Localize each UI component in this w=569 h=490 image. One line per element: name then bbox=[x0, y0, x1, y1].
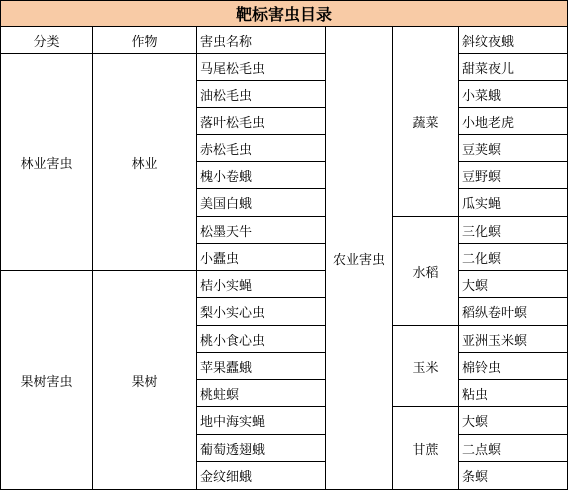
pest-name: 小菜蛾 bbox=[459, 81, 568, 108]
header-pest-name: 害虫名称 bbox=[197, 27, 326, 54]
crop-rice: 水稻 bbox=[393, 217, 459, 326]
pest-name: 二点螟 bbox=[459, 435, 568, 462]
pest-name: 地中海实蝇 bbox=[197, 407, 326, 435]
pest-name: 粘虫 bbox=[459, 380, 568, 407]
pest-name: 小蠹虫 bbox=[197, 244, 326, 271]
crop-sugarcane: 甘蔗 bbox=[393, 407, 459, 490]
crop-forestry: 林业 bbox=[93, 54, 197, 271]
pest-name: 瓜实蝇 bbox=[459, 189, 568, 217]
pest-name: 马尾松毛虫 bbox=[197, 54, 326, 81]
crop-vegetables: 蔬菜 bbox=[393, 27, 459, 217]
pest-name: 斜纹夜蛾 bbox=[459, 27, 568, 54]
pest-name: 桔小实蝇 bbox=[197, 271, 326, 298]
pest-name: 亚洲玉米螟 bbox=[459, 326, 568, 353]
crop-corn: 玉米 bbox=[393, 326, 459, 407]
pest-name: 桃蛀螟 bbox=[197, 380, 326, 407]
pest-name: 松墨天牛 bbox=[197, 217, 326, 244]
pest-name: 棉铃虫 bbox=[459, 353, 568, 380]
pest-name: 条螟 bbox=[459, 462, 568, 490]
pest-name: 三化螟 bbox=[459, 217, 568, 244]
crop-fruit: 果树 bbox=[93, 271, 197, 490]
pest-name: 小地老虎 bbox=[459, 108, 568, 135]
pest-name: 大螟 bbox=[459, 407, 568, 435]
category-agri-pest: 农业害虫 bbox=[326, 27, 393, 490]
pest-name: 落叶松毛虫 bbox=[197, 108, 326, 135]
pest-name: 大螟 bbox=[459, 271, 568, 298]
header-crop: 作物 bbox=[93, 27, 197, 54]
pest-name: 槐小卷蛾 bbox=[197, 162, 326, 189]
pest-name: 梨小实心虫 bbox=[197, 298, 326, 326]
pest-name: 美国白蛾 bbox=[197, 189, 326, 217]
pest-name: 葡萄透翅蛾 bbox=[197, 435, 326, 462]
pest-name: 桃小食心虫 bbox=[197, 326, 326, 353]
pest-name: 油松毛虫 bbox=[197, 81, 326, 108]
pest-name: 苹果蠹蛾 bbox=[197, 353, 326, 380]
pest-name: 甜菜夜儿 bbox=[459, 54, 568, 81]
category-fruit-pest: 果树害虫 bbox=[0, 271, 93, 490]
pest-name: 二化螟 bbox=[459, 244, 568, 271]
header-category: 分类 bbox=[0, 27, 93, 54]
pest-name: 豆野螟 bbox=[459, 162, 568, 189]
table-title: 靶标害虫目录 bbox=[0, 0, 568, 27]
pest-name: 金纹细蛾 bbox=[197, 462, 326, 490]
pest-name: 赤松毛虫 bbox=[197, 135, 326, 162]
pest-name: 豆荚螟 bbox=[459, 135, 568, 162]
pest-name: 稻纵卷叶螟 bbox=[459, 298, 568, 326]
category-forestry-pest: 林业害虫 bbox=[0, 54, 93, 271]
